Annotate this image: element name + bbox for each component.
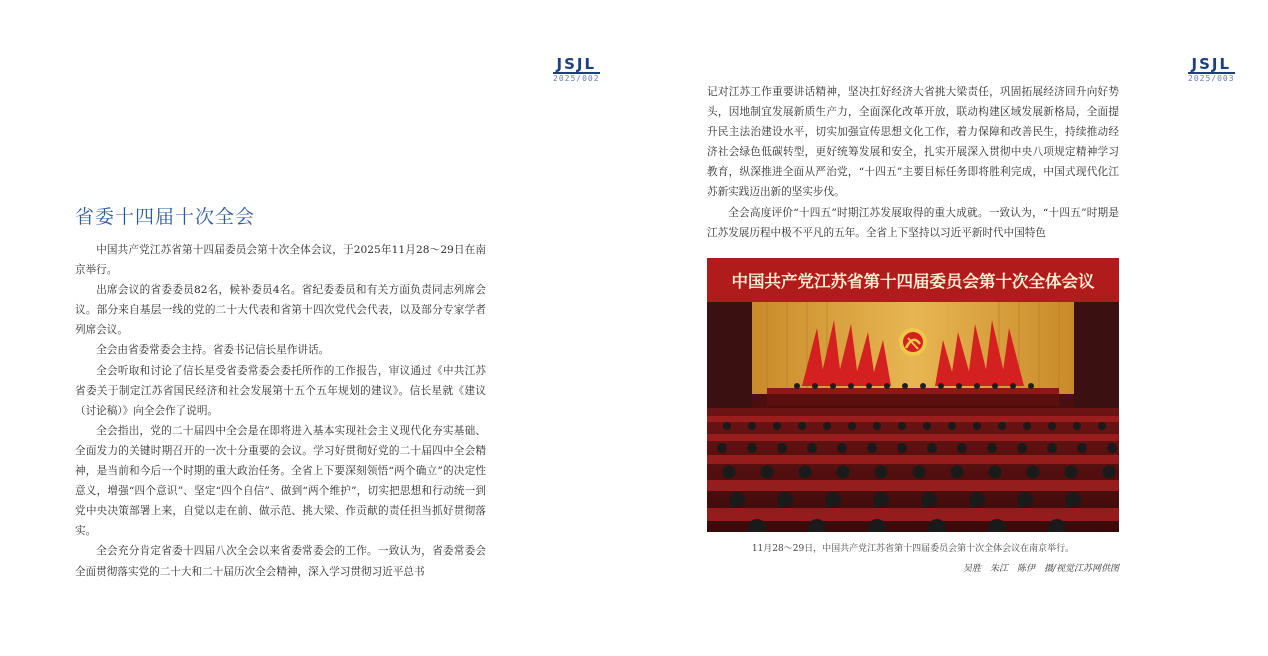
- paragraph: 全会指出，党的二十届四中全会是在即将进入基本实现社会主义现代化夯实基础、全面发力的关键时期召开的一次十分重要的会议。学习好贯彻好党的二十届四中全会精神，是当前和今后一个时期的重大政治任务。全省上下要深刻领悟“两个确立”的决定性意义，增强“四个意识”、坚定“四个自信”、做到“两个维护”，切实把思想和行动统一到党中央决策部署上来，自觉以走在前、做示范、挑大梁、作贡献的责任担当抓好贯彻落实。: [75, 424, 486, 538]
- photo-credit: 吴胜 朱江 陈伊 摄/视觉江苏网供图: [962, 564, 1119, 574]
- left-text-column: [75, 240, 486, 582]
- right-issue-number: 2025/003: [1188, 74, 1235, 83]
- paragraph: 全会听取和讨论了信长星受省委常委会委托所作的工作报告，审议通过《中共江苏省委关于制定江苏省国民经济和社会发展第十五个五年规划的建议》。信长星就《建议（讨论稿）》向全会作了说明。: [75, 364, 486, 417]
- paragraph-continued: 记对江苏工作重要讲话精神，坚决扛好经济大省挑大梁责任，巩固拓展经济回升向好势头，因地制宜发展新质生产力，全面深化改革开放，联动构建区域发展新格局，全面提升民主法治建设水平，切实加强宣传思想文化工作，着力保障和改善民生，持续推动经济社会绿色低碳转型，更好统筹发展和安全，扎实开展深入贯彻中央八项规定精神学习教育，纵深推进全面从严治党，“十四五”主要目标任务即将胜利完成，中国式现代化江苏新实践迈出新的坚实步伐。: [707, 86, 1119, 199]
- article-title: 省委十四届十次全会: [75, 206, 256, 228]
- meeting-hall-illustration: [707, 258, 1119, 532]
- right-page-logo: [1188, 57, 1235, 84]
- photo-caption: 11月28～29日，中国共产党江苏省第十四届委员会第十次全体会议在南京举行。: [751, 544, 1075, 554]
- paragraph: 全会高度评价“十四五”时期江苏发展取得的重大成就。一致认为，“十四五”时期是江苏发展历程中极不平凡的五年。全省上下坚持以习近平新时代中国特色: [707, 206, 1119, 239]
- left-logo-mark: JSJL: [553, 57, 600, 74]
- right-text-column: [707, 82, 1119, 243]
- right-logo-mark: JSJL: [1188, 57, 1235, 74]
- paragraph: 全会充分肯定省委十四届八次全会以来省委常委会的工作。一致认为，省委常委会全面贯彻落实党的二十大和二十届历次全会精神，深入学习贯彻习近平总书: [75, 545, 486, 578]
- paragraph: 出席会议的省委委员82名，候补委员4名。省纪委委员和有关方面负责同志列席会议。部分来自基层一线的党的二十大代表和省第十四次党代会代表，以及部分专家学者列席会议。: [75, 284, 486, 337]
- paragraph: 全会由省委常委会主持。省委书记信长星作讲话。: [96, 344, 330, 357]
- banner-text: 中国共产党江苏省第十四届委员会第十次全体会议: [731, 272, 1095, 291]
- paragraph: 中国共产党江苏省第十四届委员会第十次全体会议，于2025年11月28～29日在南京举行。: [75, 244, 486, 277]
- left-issue-number: 2025/002: [553, 74, 600, 83]
- party-emblem: [899, 328, 927, 356]
- left-page-logo: [553, 57, 600, 84]
- meeting-photo: [707, 258, 1119, 532]
